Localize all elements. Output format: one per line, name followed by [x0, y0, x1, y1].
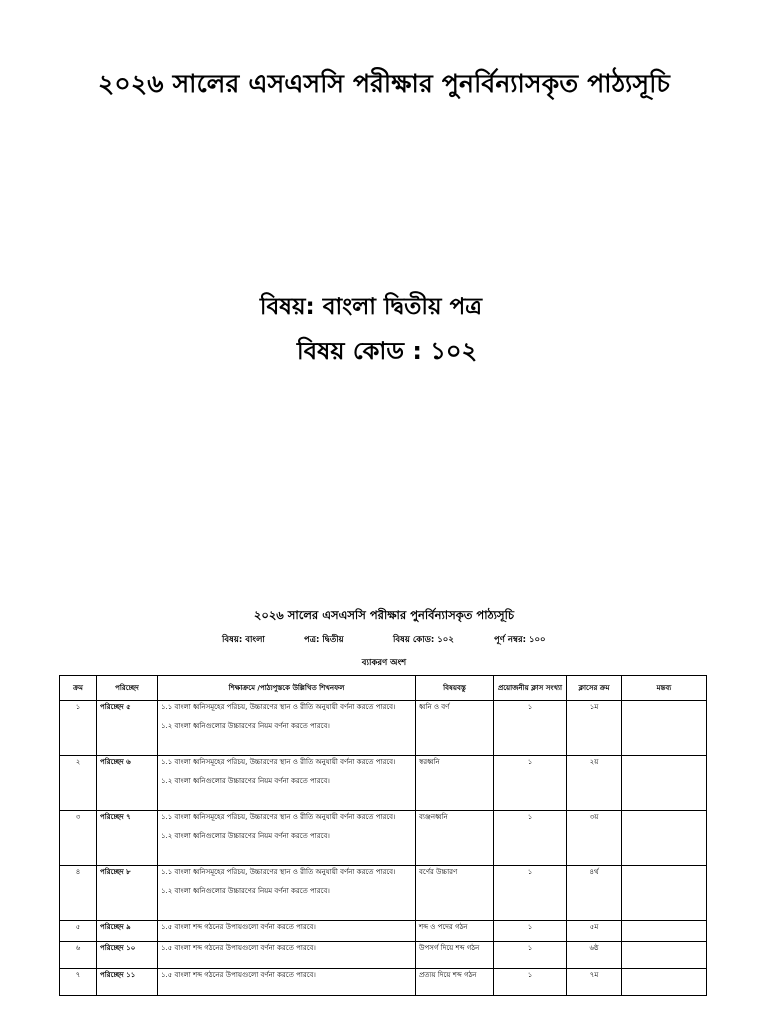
table-row: [60, 701, 707, 756]
cell-num: ৩: [60, 811, 97, 866]
cell-remarks: [622, 756, 707, 811]
header-remarks: মন্তব্য: [622, 676, 707, 701]
cover-subject-code: বিষয় কোড : ১০২: [296, 337, 478, 365]
cell-chapter: পরিচ্ছেদ ১০: [97, 942, 158, 969]
cell-chapter: পরিচ্ছেদ ৫: [97, 701, 158, 756]
cover-title: ২০২৬ সালের এসএসসি পরীক্ষার পুনর্বিন্যাসকৃত পাঠ্যসূচি: [97, 69, 671, 98]
cell-num: ৭: [60, 969, 97, 996]
cell-outcomes: [158, 969, 416, 996]
outcome-text: ১.১ বাংলা ধ্বনিসমূহের পরিচয়, উচ্চারণের স্থান ও রীতি অনুযায়ী বর্ণনা করতে পারবে।: [161, 868, 396, 876]
outcome-text: ১.২ বাংলা ধ্বনিগুলোর উচ্চারণের নিয়ম বর্ণনা করতে পারবে।: [161, 777, 330, 786]
cell-num: ১: [60, 701, 97, 756]
cell-outcomes: [158, 756, 416, 811]
meta-paper: পত্র: দ্বিতীয়: [304, 635, 344, 645]
cell-outcomes: [158, 866, 416, 921]
cell-classes: ১: [494, 701, 567, 756]
cell-remarks: [622, 811, 707, 866]
table-row: [60, 969, 707, 996]
cell-chapter: পরিচ্ছেদ ৯: [97, 921, 158, 942]
cell-chapter: পরিচ্ছেদ ৭: [97, 811, 158, 866]
cover-subject: বিষয়: বাংলা দ্বিতীয় পত্র: [259, 294, 483, 320]
table-row: [60, 866, 707, 921]
cell-topic: প্রত্যয় দিয়ে শব্দ গঠন: [416, 969, 494, 996]
header-num: ক্রম: [60, 676, 97, 701]
table-row: [60, 921, 707, 942]
cell-order: ২য়: [567, 756, 622, 811]
meta-code: বিষয় কোড: ১০২: [393, 635, 454, 645]
cell-outcomes: [158, 942, 416, 969]
cell-chapter: পরিচ্ছেদ ৮: [97, 866, 158, 921]
section-title: ব্যাকরণ অংশ: [361, 658, 407, 668]
header-outcomes: শিক্ষাক্রমে /পাঠ্যপুস্তকে উল্লিখিত শিখনফল: [158, 676, 416, 701]
cell-classes: ১: [494, 756, 567, 811]
cell-outcomes: [158, 701, 416, 756]
cell-topic: শব্দ ও পদের গঠন: [416, 921, 494, 942]
cell-remarks: [622, 866, 707, 921]
outcome-text: ১.১ বাংলা ধ্বনিসমূহের পরিচয়, উচ্চারণের স্থান ও রীতি অনুযায়ী বর্ণনা করতে পারবে।: [161, 758, 396, 766]
cell-chapter: পরিচ্ছেদ ১১: [97, 969, 158, 996]
cell-outcomes: [158, 921, 416, 942]
cell-order: ১ম: [567, 701, 622, 756]
table-row: [60, 756, 707, 811]
cell-remarks: [622, 701, 707, 756]
cell-remarks: [622, 942, 707, 969]
cell-classes: ১: [494, 969, 567, 996]
cell-order: ৭ম: [567, 969, 622, 996]
cell-classes: ১: [494, 921, 567, 942]
cell-order: ৪র্থ: [567, 866, 622, 921]
cell-order: ৫ম: [567, 921, 622, 942]
outcome-text: ১.৫ বাংলা শব্দ গঠনের উপায়গুলো বর্ণনা করতে পারবে।: [161, 923, 316, 931]
cell-num: ৬: [60, 942, 97, 969]
cell-classes: ১: [494, 942, 567, 969]
table-row: [60, 942, 707, 969]
cell-num: ৪: [60, 866, 97, 921]
outcome-text: ১.৫ বাংলা শব্দ গঠনের উপায়গুলো বর্ণনা করতে পারবে।: [161, 971, 316, 979]
cell-chapter: পরিচ্ছেদ ৬: [97, 756, 158, 811]
cell-order: ৩য়: [567, 811, 622, 866]
cell-num: ২: [60, 756, 97, 811]
meta-subject: বিষয়: বাংলা: [222, 635, 265, 645]
table-row: [60, 811, 707, 866]
cell-topic: উপসর্গ দিয়ে শব্দ গঠন: [416, 942, 494, 969]
cell-classes: ১: [494, 811, 567, 866]
outcome-text: ১.২ বাংলা ধ্বনিগুলোর উচ্চারণের নিয়ম বর্ণনা করতে পারবে।: [161, 887, 330, 896]
cell-remarks: [622, 921, 707, 942]
cell-topic: ব্যঞ্জনধ্বনি: [416, 811, 494, 866]
header-order: ক্লাসের ক্রম: [567, 676, 622, 701]
cell-classes: ১: [494, 866, 567, 921]
outcome-text: ১.২ বাংলা ধ্বনিগুলোর উচ্চারণের নিয়ম বর্ণনা করতে পারবে।: [161, 832, 330, 841]
outcome-text: ১.৫ বাংলা শব্দ গঠনের উপায়গুলো বর্ণনা করতে পারবে।: [161, 944, 316, 952]
table-header-row: [60, 676, 707, 701]
cell-topic: ধ্বনি ও বর্ণ: [416, 701, 494, 756]
cell-topic: স্বরধ্বনি: [416, 756, 494, 811]
header-classes: প্রয়োজনীয় ক্লাস সংখ্যা: [494, 676, 567, 701]
cell-order: ৬ষ্ঠ: [567, 942, 622, 969]
meta-full-marks: পূর্ণ নম্বর: ১০০: [494, 635, 546, 645]
header-chapter: পরিচ্ছেদ: [97, 676, 158, 701]
cell-remarks: [622, 969, 707, 996]
cell-topic: বর্ণের উচ্চারণ: [416, 866, 494, 921]
outcome-text: ১.২ বাংলা ধ্বনিগুলোর উচ্চারণের নিয়ম বর্ণনা করতে পারবে।: [161, 722, 330, 731]
document-meta: [0, 633, 768, 649]
cell-outcomes: [158, 811, 416, 866]
syllabus-table: [59, 675, 707, 996]
header-topic: বিষয়বস্তু: [416, 676, 494, 701]
document-title: ২০২৬ সালের এসএসসি পরীক্ষার পুনর্বিন্যাসকৃত পাঠ্যসূচি: [253, 608, 515, 622]
outcome-text: ১.১ বাংলা ধ্বনিসমূহের পরিচয়, উচ্চারণের স্থান ও রীতি অনুযায়ী বর্ণনা করতে পারবে।: [161, 813, 396, 821]
cell-num: ৫: [60, 921, 97, 942]
outcome-text: ১.১ বাংলা ধ্বনিসমূহের পরিচয়, উচ্চারণের স্থান ও রীতি অনুযায়ী বর্ণনা করতে পারবে।: [161, 703, 396, 711]
